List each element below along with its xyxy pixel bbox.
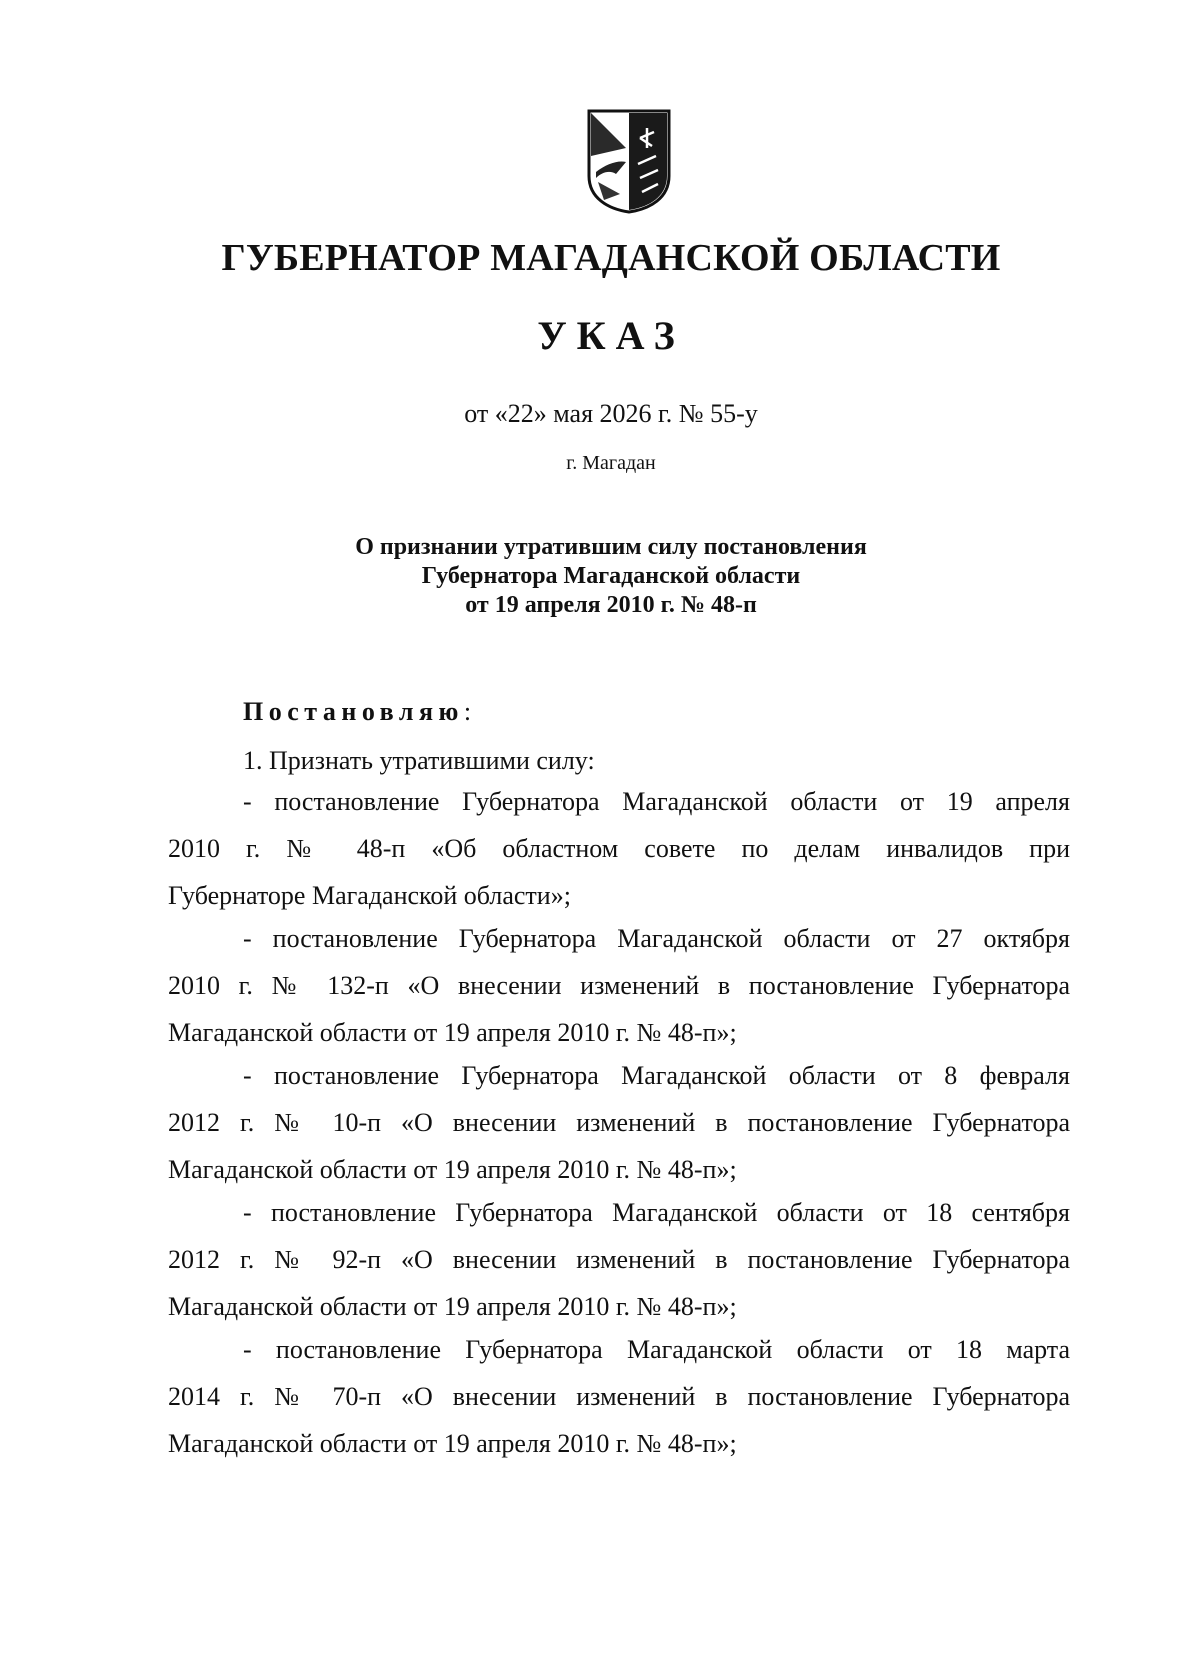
- paragraph-line: 2014 г. № 70-п «О внесении изменений в постановление Губернатора: [168, 1382, 1070, 1411]
- repealed-act-paragraph: [168, 1326, 1070, 1467]
- paragraph-line: Магаданской области от 19 апреля 2010 г. № 48-п»;: [168, 1292, 737, 1321]
- document-date-number: от «22» мая 2026 г. № 55-у: [464, 399, 758, 428]
- repealed-act-paragraph: [168, 1189, 1070, 1330]
- paragraph-line: - постановление Губернатора Магаданской области от 18 сентября: [243, 1198, 1070, 1227]
- document-city: г. Магадан: [566, 452, 656, 474]
- subject-line: О признании утратившим силу постановления: [355, 534, 867, 560]
- paragraph-line: - постановление Губернатора Магаданской области от 19 апреля: [243, 787, 1070, 816]
- paragraph-line: - постановление Губернатора Магаданской области от 8 февраля: [243, 1061, 1070, 1090]
- subject-line: от 19 апреля 2010 г. № 48-п: [465, 592, 757, 618]
- paragraph-line: 2012 г. № 92-п «О внесении изменений в постановление Губернатора: [168, 1245, 1070, 1274]
- paragraph-line: Магаданской области от 19 апреля 2010 г. № 48-п»;: [168, 1018, 737, 1047]
- decree-heading: [243, 697, 471, 727]
- paragraph-line: - постановление Губернатора Магаданской области от 27 октября: [243, 924, 1070, 953]
- item-1: 1. Признать утратившими силу:: [243, 746, 595, 775]
- subject-line: Губернатора Магаданской области: [421, 563, 801, 589]
- document-type: УКАЗ: [537, 313, 685, 358]
- coat-of-arms-icon: [586, 108, 672, 214]
- repealed-act-paragraph: [168, 915, 1070, 1056]
- decree-word: Постановляю: [243, 697, 464, 726]
- paragraph-line: Магаданской области от 19 апреля 2010 г. № 48-п»;: [168, 1155, 737, 1184]
- repealed-act-paragraph: [168, 1052, 1070, 1193]
- paragraph-line: - постановление Губернатора Магаданской области от 18 марта: [243, 1335, 1070, 1364]
- paragraph-line: Магаданской области от 19 апреля 2010 г. № 48-п»;: [168, 1429, 737, 1458]
- decree-colon: :: [463, 697, 472, 726]
- paragraph-line: 2010 г. № 48-п «Об областном совете по делам инвалидов при: [168, 834, 1070, 863]
- paragraph-line: 2010 г. № 132-п «О внесении изменений в постановление Губернатора: [168, 971, 1070, 1000]
- document-subject: [160, 533, 1062, 620]
- paragraph-line: 2012 г. № 10-п «О внесении изменений в постановление Губернатора: [168, 1108, 1070, 1137]
- issuing-authority: ГУБЕРНАТОР МАГАДАНСКОЙ ОБЛАСТИ: [221, 237, 1001, 279]
- repealed-act-paragraph: [168, 778, 1070, 919]
- paragraph-line: Губернаторе Магаданской области»;: [168, 881, 571, 910]
